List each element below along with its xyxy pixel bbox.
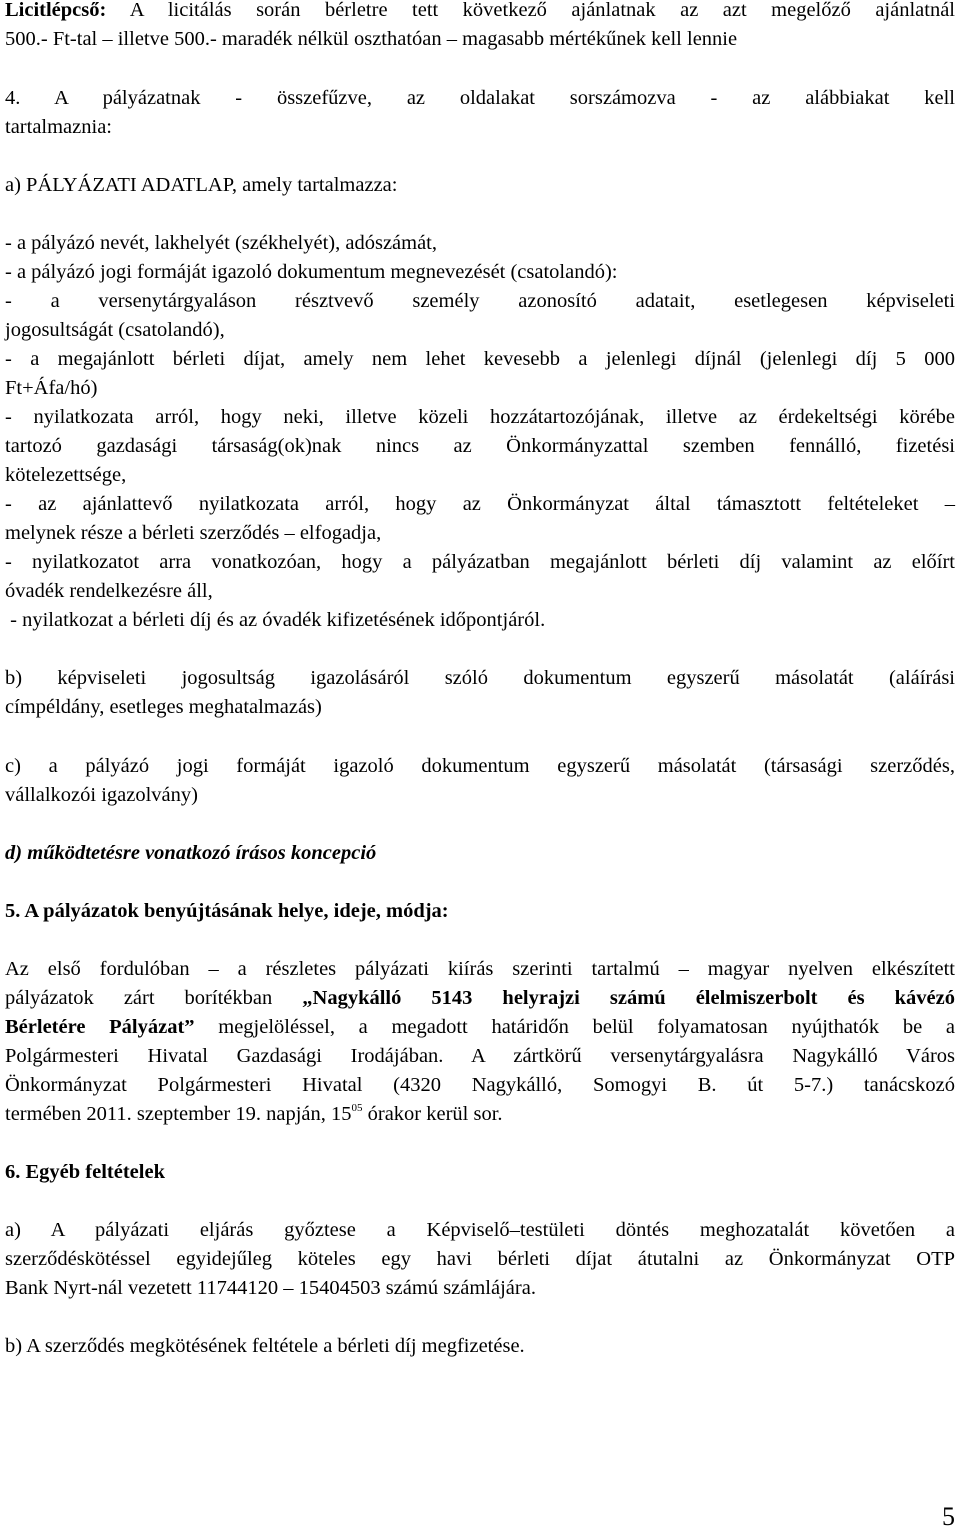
section4-item: jogosultságát (csatolandó), — [5, 319, 225, 341]
section5-line-1: Az első fordulóban – a részletes pályázati kiírás szerinti tartalmú – magyar nyelven elkészített — [5, 958, 955, 980]
section4-c-line-1: c) a pályázó jogi formáját igazoló dokumentum egyszerű másolatát (társasági szerződés, — [5, 755, 955, 777]
section6-a-line-3: Bank Nyrt-nál vezetett 11744120 – 15404503 számú számlájára. — [5, 1277, 536, 1299]
section4-item: - a pályázó nevét, lakhelyét (székhelyét), adószámát, — [5, 232, 438, 254]
section4-item: melynek része a bérleti szerződés – elfogadja, — [5, 522, 382, 544]
section5-line-4: Polgármesteri Hivatal Gazdasági Irodájában. A zártkörű versenytárgyalásra Nagykálló Város — [5, 1045, 955, 1067]
section5-line-3 — [5, 1013, 955, 1042]
section5-line-3-text: megjelöléssel, a megadott határidőn belül folyamatosan nyújthatók be a — [194, 1016, 955, 1038]
section5-line-6-text: termében 2011. szeptember 19. napján, 15 — [5, 1103, 352, 1125]
section6-a-line-1: a) A pályázati eljárás győztese a Képviselő–testületi döntés meghozatalát követően a — [5, 1219, 955, 1241]
section4-line-1: 4. A pályázatnak - összefűzve, az oldalakat sorszámozva - az alábbiakat kell — [5, 87, 955, 109]
section5-heading: 5. A pályázatok benyújtásának helye, ideje, módja: — [5, 900, 449, 922]
section4-item: - a versenytárgyaláson résztvevő személy azonosító adatait, esetlegesen képviseleti — [5, 290, 955, 312]
section4-item: óvadék rendelkezésre áll, — [5, 580, 213, 602]
section4-item: kötelezettsége, — [5, 464, 127, 486]
section6-heading: 6. Egyéb feltételek — [5, 1161, 165, 1183]
intro-line-2: 500.- Ft-tal – illetve 500.- maradék nélkül oszthatóan – magasabb mértékűnek kell lennie — [5, 28, 738, 50]
section4-item: - nyilatkozatot arra vonatkozóan, hogy a pályázatban megajánlott bérleti díj valamint az előírt — [5, 551, 955, 573]
section5-line-2-text: pályázatok zárt borítékban — [5, 987, 303, 1009]
section5-line-6-end: órakor kerül sor. — [362, 1103, 503, 1125]
section5-tender-title: „Nagykálló 5143 helyrajzi számú élelmiszerbolt és kávézó — [302, 987, 955, 1009]
section6-b-line: b) A szerződés megkötésének feltétele a bérleti díj megfizetése. — [5, 1335, 525, 1357]
section4-item: - nyilatkozat a bérleti díj és az óvadék kifizetésének időpontjáról. — [5, 609, 546, 631]
time-superscript: 05 — [351, 1102, 363, 1114]
intro-line-1 — [5, 0, 955, 25]
section5-line-5: Önkormányzat Polgármesteri Hivatal (4320 Nagykálló, Somogyi B. út 5-7.) tanácskozó — [5, 1074, 955, 1096]
page-number: 5 — [942, 1502, 955, 1531]
section4-item: - nyilatkozata arról, hogy neki, illetve közeli hozzátartozójának, illetve az érdekeltségi körébe — [5, 406, 955, 428]
section4-item: - az ajánlattevő nyilatkozata arról, hogy az Önkormányzat által támasztott feltételeket – — [5, 493, 955, 515]
section4-item: - a megajánlott bérleti díjat, amely nem lehet kevesebb a jelenlegi díjnál (jelenlegi díj 5 000 — [5, 348, 955, 370]
section4-d-line: d) működtetésre vonatkozó írásos koncepció — [5, 842, 377, 864]
section6-a-line-2: szerződéskötéssel egyidejűleg köteles egy havi bérleti díjat átutalni az Önkormányzat OTP — [5, 1248, 955, 1270]
section4-item: - a pályázó jogi formáját igazoló dokumentum megnevezését (csatolandó): — [5, 261, 618, 283]
intro-line-1-text: A licitálás során bérletre tett következő ajánlatnak az azt megelőző ajánlatnál — [106, 0, 955, 21]
section4-item: Ft+Áfa/hó) — [5, 377, 98, 399]
section5-line-6 — [5, 1100, 955, 1129]
section4-line-2: tartalmaznia: — [5, 116, 112, 138]
section4-a-heading: a) PÁLYÁZATI ADATLAP, amely tartalmazza: — [5, 174, 398, 196]
section5-line-2 — [5, 984, 955, 1013]
section4-item: tartozó gazdasági társaság(ok)nak nincs az Önkormányzattal szemben fennálló, fizetési — [5, 435, 955, 457]
section5-tender-title-end: Bérletére Pályázat” — [5, 1016, 195, 1038]
section4-c-line-2: vállalkozói igazolvány) — [5, 784, 198, 806]
intro-bold-label: Licitlépcső: — [5, 0, 107, 21]
section4-b-line-1: b) képviseleti jogosultság igazolásáról szóló dokumentum egyszerű másolatát (aláírási — [5, 667, 955, 689]
section4-b-line-2: címpéldány, esetleges meghatalmazás) — [5, 696, 322, 718]
